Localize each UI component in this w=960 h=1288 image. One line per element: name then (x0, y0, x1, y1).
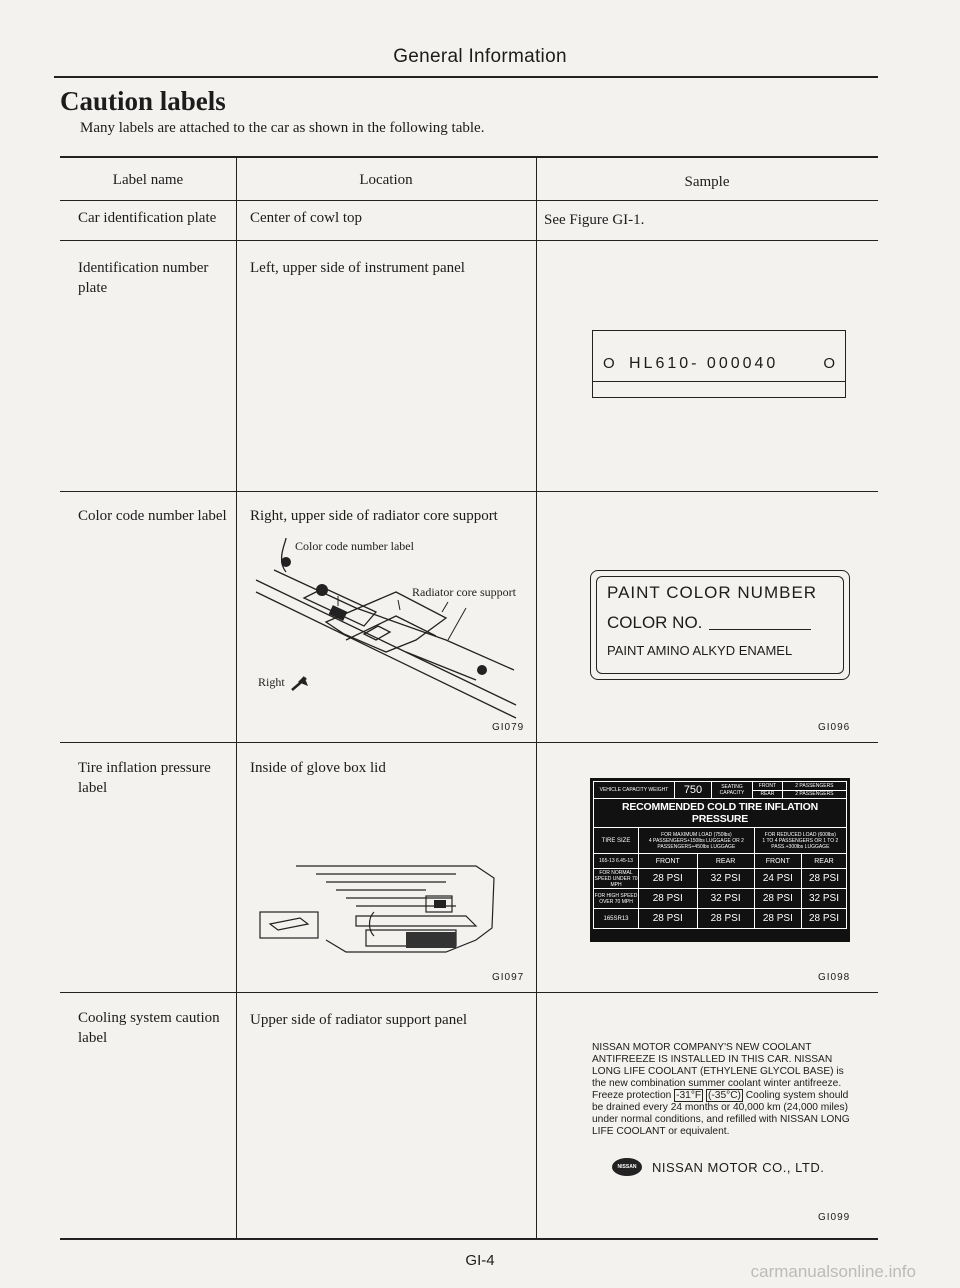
table-header-rule (60, 200, 878, 201)
tire-front-head: FRONT (753, 782, 783, 791)
row4-name: Tire inflation pressure label (78, 760, 211, 796)
callout-radiator-core: Radiator core support (412, 585, 516, 599)
tire-vehicle-capacity: VEHICLE CAPACITY WEIGHT (594, 782, 675, 799)
glovebox-illustration (256, 860, 506, 960)
tire-row3-v3: 28 PSI (754, 909, 801, 929)
row-rule-3 (60, 742, 878, 743)
paint-color-label (590, 570, 850, 680)
row1-sample: See Figure GI-1. (544, 212, 645, 228)
tire-seating: SEATING CAPACITY (712, 782, 753, 799)
header-rule (54, 76, 878, 78)
col-header-location: Location (359, 172, 413, 188)
fig-id-gi096: GI096 (818, 722, 851, 733)
row1-location: Center of cowl top (250, 210, 363, 226)
col-divider-1 (236, 156, 237, 1239)
tire-capacity-value: 750 (675, 782, 712, 799)
section-title: Caution labels (60, 86, 226, 116)
fig-id-gi097: GI097 (492, 972, 525, 983)
tire-row1-v2: 32 PSI (697, 869, 754, 889)
id-number-plate (592, 330, 846, 398)
coolant-temp-f: -31°F (676, 1090, 702, 1101)
row4-location: Inside of glove box lid (250, 760, 386, 776)
tire-row3-label: 165SR13 (594, 909, 639, 929)
tire-max-load: FOR MAXIMUM LOAD (750lbs) (661, 831, 732, 838)
tire-row1-v3: 24 PSI (754, 869, 801, 889)
coolant-temp-c: (-35°C) (708, 1090, 741, 1101)
plate-right-dot: O (823, 355, 835, 372)
tire-row2-v1: 28 PSI (639, 889, 698, 909)
tire-size-label: 165-13 6.45-13 (594, 854, 639, 869)
col-divider-2 (536, 156, 537, 1239)
plate-number: HL610- 000040 (629, 355, 779, 372)
row2-location: Left, upper side of instrument panel (250, 260, 465, 276)
callout-right: Right (258, 675, 285, 689)
paint-blank-line (709, 629, 811, 630)
fig-id-gi099: GI099 (818, 1212, 851, 1223)
tire-pressure-label (590, 778, 850, 942)
paint-line3: PAINT AMINO ALKYD ENAMEL (607, 643, 793, 658)
tire-col-rear-1: REAR (697, 854, 754, 869)
row1-name: Car identification plate (78, 210, 217, 226)
tire-max-load-detail: 4 PASSENGERS+150lbs LUGGAGE OR 2 PASSENGERS+450lbs LUGGAGE (648, 837, 744, 850)
row3-location: Right, upper side of radiator core support (250, 508, 498, 524)
plate-left-dot: O (603, 355, 615, 372)
row5-location: Upper side of radiator support panel (250, 1012, 468, 1028)
tire-reduced-load-cell (754, 828, 846, 854)
coolant-text-1: NISSAN MOTOR COMPANY'S NEW COOLANT ANTIFREEZE IS INSTALLED IN THIS CAR. NISSAN LONG LIFE COOLANT (ETHYLENE GLYCOL BASE) is the new combination summer coolant winter antifreeze. Freeze protection (592, 1042, 844, 1101)
coolant-company: NISSAN MOTOR CO., LTD. (652, 1160, 825, 1175)
page-header: General Information (393, 46, 567, 67)
tire-front-passengers: 2 PASSENGERS (782, 782, 846, 791)
row-rule-4 (60, 992, 878, 993)
tire-row2-v4: 32 PSI (801, 889, 846, 909)
callout-color-code: Color code number label (295, 539, 414, 553)
coolant-caution-label (592, 1042, 854, 1138)
tire-row2-v2: 32 PSI (697, 889, 754, 909)
tire-row2-label: FOR HIGH SPEED OVER 70 MPH (594, 889, 639, 909)
tire-row3-v4: 28 PSI (801, 909, 846, 929)
row3-name: Color code number label (78, 508, 227, 524)
col-header-sample: Sample (684, 174, 730, 190)
radiator-core-illustration (246, 530, 536, 730)
tire-reduced-load-detail: 1 TO 4 PASSENGERS OR 1 TO 2 PASS.+300lbs LUGGAGE (762, 837, 839, 850)
tire-rear-head: REAR (753, 790, 783, 799)
row-rule-2 (60, 491, 878, 492)
tire-col-front-2: FRONT (754, 854, 801, 869)
tire-row3-v1: 28 PSI (639, 909, 698, 929)
tire-size-head: TIRE SIZE (594, 828, 639, 854)
nissan-logo (612, 1158, 642, 1176)
tire-col-front-1: FRONT (639, 854, 698, 869)
nissan-logo-text: NISSAN (617, 1164, 637, 1170)
col-header-label-name: Label name (112, 172, 184, 188)
tire-reduced-load: FOR REDUCED LOAD (600lbs) (764, 831, 836, 838)
tire-row1-v1: 28 PSI (639, 869, 698, 889)
tire-max-load-cell (639, 828, 755, 854)
intro-text: Many labels are attached to the car as shown in the following table. (80, 120, 485, 136)
fig-id-gi098: GI098 (818, 972, 851, 983)
paint-line1: PAINT COLOR NUMBER (607, 583, 818, 602)
page-number: GI-4 (465, 1252, 495, 1269)
tire-row1-v4: 28 PSI (801, 869, 846, 889)
paint-line2: COLOR NO. (607, 613, 703, 632)
watermark: carmanualsonline.info (750, 1262, 916, 1281)
tire-row3-v2: 28 PSI (697, 909, 754, 929)
tire-title: RECOMMENDED COLD TIRE INFLATION PRESSURE (593, 799, 847, 827)
row5-name: Cooling system caution label (78, 1010, 220, 1046)
tire-col-rear-2: REAR (801, 854, 846, 869)
tire-row2-v3: 28 PSI (754, 889, 801, 909)
coolant-text-2: Cooling system should be drained every 24 months or 40,000 km (24,000 miles) under normal conditions, and refilled with NISSAN LONG LIFE COOLANT or equivalent. (592, 1090, 850, 1137)
table-top-rule (60, 156, 878, 158)
tire-rear-passengers: 2 PASSENGERS (782, 790, 846, 799)
tire-row1-label: FOR NORMAL SPEED UNDER 70 MPH (594, 869, 638, 888)
row2-name: Identification number plate (78, 260, 209, 296)
table-bottom-rule (60, 1238, 878, 1240)
row-rule-1 (60, 240, 878, 241)
fig-id-gi079: GI079 (492, 722, 525, 733)
